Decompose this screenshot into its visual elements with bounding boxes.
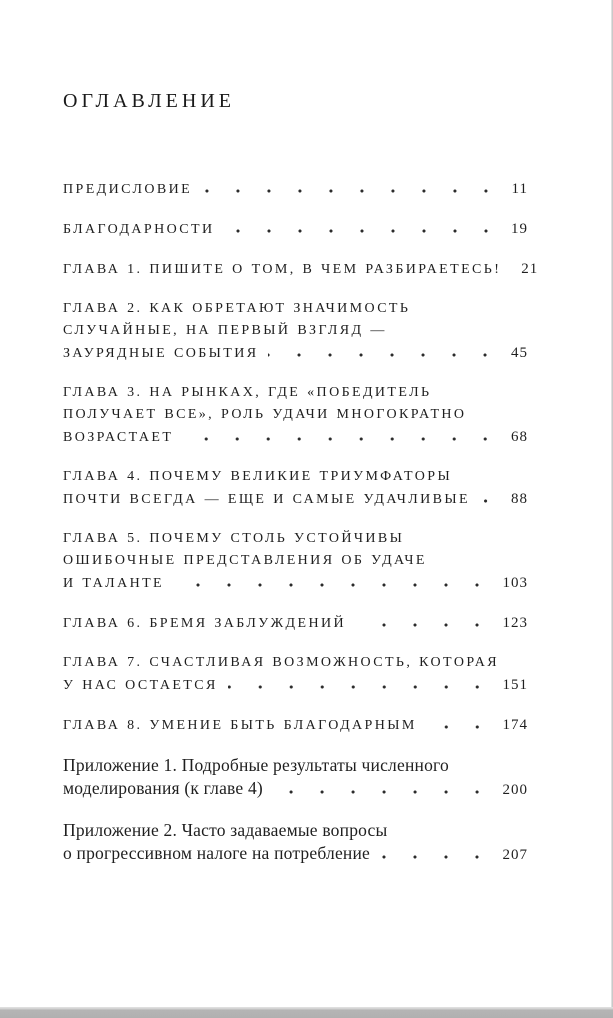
toc-entry-chapter-3 (63, 382, 528, 449)
page-number: 45 (511, 345, 528, 361)
entry-line (63, 258, 539, 281)
entry-line (63, 572, 528, 595)
entry-text: ГЛАВА 8. УМЕНИЕ БЫТЬ БЛАГОДАРНЫМ (63, 718, 417, 733)
page-number: 151 (502, 677, 528, 693)
entry-text: Приложение 2. Часто задаваемые вопросы (63, 820, 388, 840)
entry-line (63, 652, 528, 674)
page-number: 123 (502, 615, 528, 631)
toc-entry-acknowledgements (63, 218, 528, 241)
dot-leader (480, 490, 501, 503)
dot-leader (228, 676, 493, 689)
entry-text: ГЛАВА 7. СЧАСТЛИВАЯ ВОЗМОЖНОСТЬ, КОТОРАЯ (63, 655, 499, 670)
entry-text: И ТАЛАНТЕ (63, 576, 164, 591)
entry-text: ЗАУРЯДНЫЕ СОБЫТИЯ (63, 346, 259, 361)
page-number: 207 (502, 847, 528, 863)
dot-leader (202, 180, 501, 193)
toc-entry-chapter-7 (63, 652, 528, 697)
entry-text: ОШИБОЧНЫЕ ПРЕДСТАВЛЕНИЯ ОБ УДАЧЕ (63, 553, 427, 568)
entry-line (63, 754, 528, 777)
page-number: 103 (502, 575, 528, 591)
page-number: 200 (502, 782, 528, 798)
entry-line (63, 404, 528, 426)
toc-entry-preface (63, 178, 528, 201)
entry-line (63, 612, 528, 635)
entry-line (63, 674, 528, 697)
entry-line (63, 320, 528, 342)
entry-line (63, 528, 528, 550)
entry-line (63, 298, 528, 320)
entry-line (63, 714, 528, 737)
page-title: ОГЛАВЛЕНИЕ (63, 90, 235, 112)
toc-entry-chapter-2 (63, 298, 528, 365)
entry-text: ГЛАВА 1. ПИШИТЕ О ТОМ, В ЧЕМ РАЗБИРАЕТЕСЬ! (63, 262, 502, 277)
entry-line (63, 466, 528, 488)
dot-leader (380, 846, 492, 859)
toc-entry-chapter-6 (63, 612, 528, 635)
page-number: 11 (511, 181, 528, 197)
entry-text: ГЛАВА 5. ПОЧЕМУ СТОЛЬ УСТОЙЧИВЫ (63, 531, 405, 546)
toc-entry-chapter-5 (63, 528, 528, 595)
page-number: 21 (521, 261, 539, 277)
entry-text: БЛАГОДАРНОСТИ (63, 222, 215, 237)
dot-leader (356, 614, 493, 627)
entry-text: ВОЗРАСТАЕТ (63, 430, 174, 445)
page-number: 19 (511, 221, 528, 237)
entry-text: ПОЛУЧАЕТ ВСЕ», РОЛЬ УДАЧИ МНОГОКРАТНО (63, 407, 467, 422)
page-number: 174 (502, 717, 528, 733)
toc-entries (63, 178, 539, 867)
entry-line (63, 819, 528, 842)
entry-text: Приложение 1. Подробные результаты численного (63, 755, 449, 775)
entry-line (63, 178, 528, 201)
entry-text: ПОЧТИ ВСЕГДА — ЕЩЕ И САМЫЕ УДАЧЛИВЫЕ (63, 492, 470, 507)
entry-line (63, 777, 528, 802)
entry-line (63, 842, 528, 867)
entry-line (63, 550, 528, 572)
entry-text: моделирования (к главе 4) (63, 778, 263, 798)
entry-line (63, 218, 528, 241)
dot-leader (273, 781, 493, 794)
entry-line (63, 426, 528, 449)
page-bottom-edge (0, 1007, 613, 1018)
dot-leader (268, 344, 501, 357)
entry-text: ГЛАВА 6. БРЕМЯ ЗАБЛУЖДЕНИЙ (63, 616, 346, 631)
entry-line (63, 382, 528, 404)
dot-leader (183, 428, 501, 441)
dot-leader (427, 716, 493, 729)
dot-leader (225, 220, 502, 233)
toc-entry-appendix-1 (63, 754, 528, 802)
dot-leader (174, 574, 493, 587)
entry-line (63, 342, 528, 365)
entry-text: о прогрессивном налоге на потребление (63, 843, 371, 863)
entry-text: ГЛАВА 2. КАК ОБРЕТАЮТ ЗНАЧИМОСТЬ (63, 301, 411, 316)
entry-text: СЛУЧАЙНЫЕ, НА ПЕРВЫЙ ВЗГЛЯД — (63, 323, 387, 338)
toc-entry-appendix-2 (63, 819, 528, 867)
toc-entry-chapter-4 (63, 466, 528, 511)
toc-entry-chapter-8 (63, 714, 528, 737)
page-number: 88 (511, 491, 528, 507)
page-number: 68 (511, 429, 528, 445)
entry-text: У НАС ОСТАЕТСЯ (63, 678, 218, 693)
entry-text: ПРЕДИСЛОВИЕ (63, 182, 193, 197)
entry-text: ГЛАВА 4. ПОЧЕМУ ВЕЛИКИЕ ТРИУМФАТОРЫ (63, 469, 453, 484)
entry-text: ГЛАВА 3. НА РЫНКАХ, ГДЕ «ПОБЕДИТЕЛЬ (63, 385, 432, 400)
toc-entry-chapter-1 (63, 258, 539, 281)
entry-line (63, 488, 528, 511)
